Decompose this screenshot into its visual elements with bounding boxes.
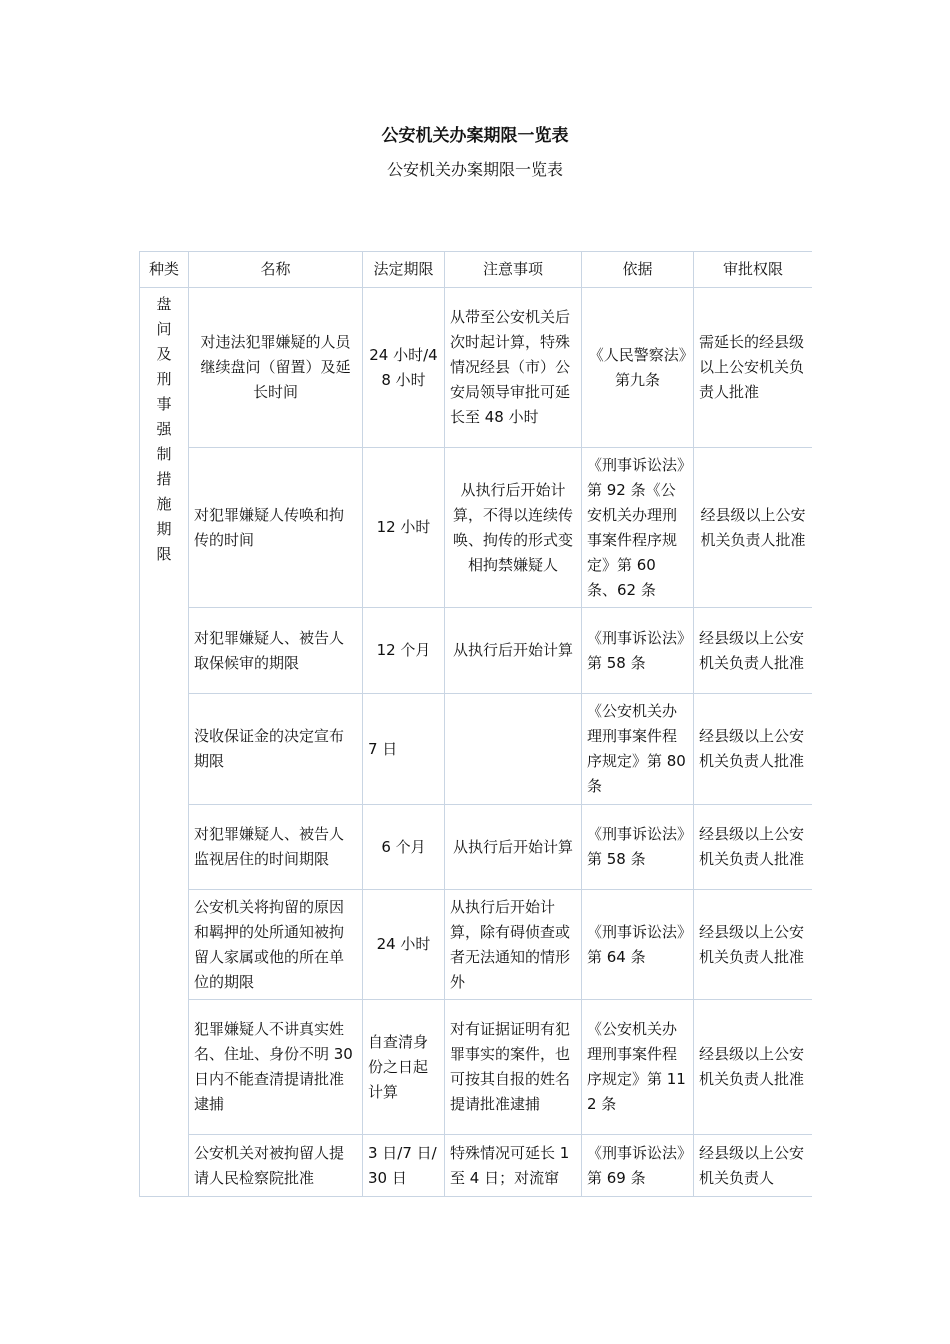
- cell-notes: 特殊情况可延长 1 至 4 日；对流窜: [445, 1135, 582, 1197]
- cell-name: 对违法犯罪嫌疑的人员继续盘问（留置）及延长时间: [189, 288, 363, 448]
- table-row: [140, 890, 813, 1000]
- header-name: 名称: [189, 252, 363, 288]
- cell-period: 12 个月: [363, 608, 445, 694]
- cell-approval: 经县级以上公安机关负责人批准: [694, 1000, 813, 1135]
- cell-basis: 《刑事诉讼法》第 69 条: [582, 1135, 694, 1197]
- cell-notes: 从执行后开始计算: [445, 805, 582, 890]
- cell-notes: 从执行后开始计算，除有碍侦查或者无法通知的情形外: [445, 890, 582, 1000]
- cell-basis: 《刑事诉讼法》第 58 条: [582, 805, 694, 890]
- cell-name: 犯罪嫌疑人不讲真实姓名、住址、身份不明 30 日内不能查清提请批准逮捕: [189, 1000, 363, 1135]
- cell-name: 对犯罪嫌疑人、被告人监视居住的时间期限: [189, 805, 363, 890]
- table-row: [140, 608, 813, 694]
- header-approval: 审批权限: [694, 252, 813, 288]
- cell-approval: 经县级以上公安机关负责人批准: [694, 805, 813, 890]
- cell-approval: 经县级以上公安机关负责人: [694, 1135, 813, 1197]
- table-row: [140, 805, 813, 890]
- header-basis: 依据: [582, 252, 694, 288]
- cell-approval: 经县级以上公安机关负责人批准: [694, 448, 813, 608]
- table-row: [140, 1135, 813, 1197]
- cell-name: 对犯罪嫌疑人、被告人取保候审的期限: [189, 608, 363, 694]
- cell-period: 3 日/7 日/30 日: [363, 1135, 445, 1197]
- cell-basis: 《人民警察法》第九条: [582, 288, 694, 448]
- header-notes: 注意事项: [445, 252, 582, 288]
- deadline-table: [139, 251, 812, 1197]
- cell-notes: 从执行后开始计算，不得以连续传唤、拘传的形式变相拘禁嫌疑人: [445, 448, 582, 608]
- cell-period: 自查清身份之日起计算: [363, 1000, 445, 1135]
- cell-notes: 从带至公安机关后次时起计算，特殊情况经县（市）公安局领导审批可延长至 48 小时: [445, 288, 582, 448]
- table-row: [140, 288, 813, 448]
- header-category: 种类: [140, 252, 189, 288]
- table-row: [140, 448, 813, 608]
- page-subtitle: 公安机关办案期限一览表: [386, 160, 563, 179]
- cell-notes: 从执行后开始计算: [445, 608, 582, 694]
- cell-name: 公安机关对被拘留人提请人民检察院批准: [189, 1135, 363, 1197]
- cell-basis: 《刑事诉讼法》第 64 条: [582, 890, 694, 1000]
- cell-period: 6 个月: [363, 805, 445, 890]
- cell-notes: 对有证据证明有犯罪事实的案件，也可按其自报的姓名提请批准逮捕: [445, 1000, 582, 1135]
- cell-approval: 需延长的经县级以上公安机关负责人批准: [694, 288, 813, 448]
- cell-period: 7 日: [363, 694, 445, 805]
- header-period: 法定期限: [363, 252, 445, 288]
- cell-notes: [445, 694, 582, 805]
- table-row: [140, 1000, 813, 1135]
- category-cell: [140, 288, 189, 1197]
- cell-basis: 《公安机关办理刑事案件程序规定》第 112 条: [582, 1000, 694, 1135]
- cell-basis: 《刑事诉讼法》第 58 条: [582, 608, 694, 694]
- table-row: [140, 694, 813, 805]
- cell-name: 公安机关将拘留的原因和羁押的处所通知被拘留人家属或他的所在单位的期限: [189, 890, 363, 1000]
- deadline-table-container: [139, 251, 812, 1197]
- category-label: 盘问及刑事强制措施期限: [156, 295, 172, 563]
- cell-approval: 经县级以上公安机关负责人批准: [694, 608, 813, 694]
- cell-name: 没收保证金的决定宣布期限: [189, 694, 363, 805]
- cell-period: 24 小时/48 小时: [363, 288, 445, 448]
- table-header-row: [140, 252, 813, 288]
- cell-name: 对犯罪嫌疑人传唤和拘传的时间: [189, 448, 363, 608]
- cell-period: 24 小时: [363, 890, 445, 1000]
- cell-period: 12 小时: [363, 448, 445, 608]
- cell-basis: 《刑事诉讼法》第 92 条《公安机关办理刑事案件程序规定》第 60 条、62 条: [582, 448, 694, 608]
- cell-basis: 《公安机关办理刑事案件程序规定》第 80 条: [582, 694, 694, 805]
- cell-approval: 经县级以上公安机关负责人批准: [694, 890, 813, 1000]
- cell-approval: 经县级以上公安机关负责人批准: [694, 694, 813, 805]
- page-title: 公安机关办案期限一览表: [381, 126, 569, 146]
